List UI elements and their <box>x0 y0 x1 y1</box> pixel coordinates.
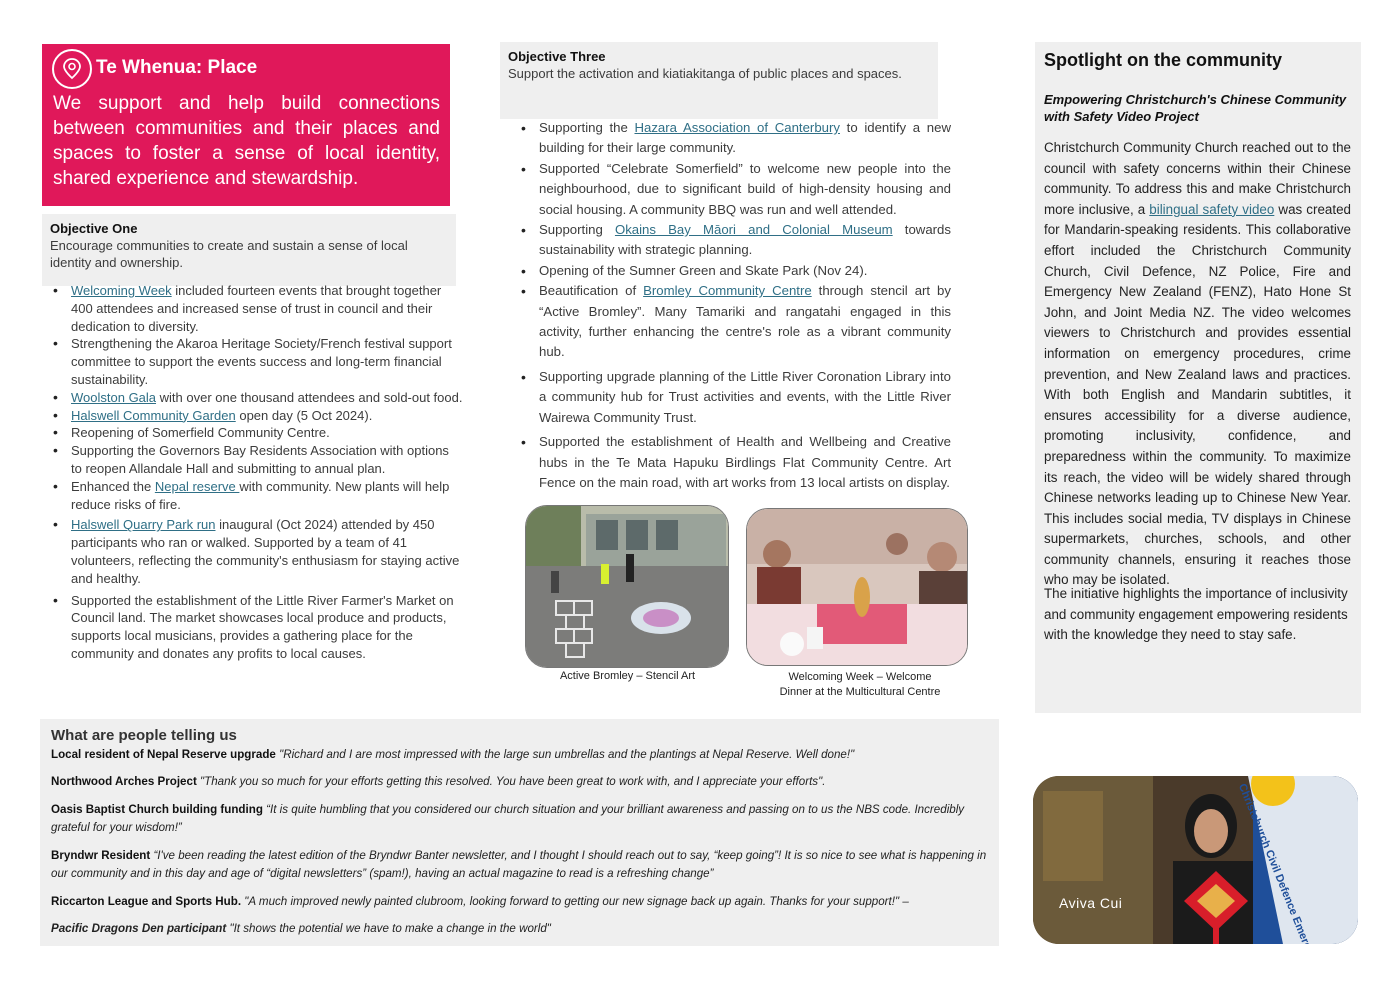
quarry-park-run-link[interactable]: Halswell Quarry Park run <box>71 517 216 533</box>
quote-item: Local resident of Nepal Reserve upgrade "Richard and I are most impressed with the large sun umbrellas and the plantings at Nepal Reserve. Well done!" <box>51 748 855 761</box>
list-item: • Enhanced the Nepal reserve with community. New plants will help reduce risks of fire. <box>51 478 463 514</box>
objective-three-list <box>519 118 951 493</box>
okains-bay-museum-link[interactable]: Okains Bay Māori and Colonial Museum <box>614 222 893 238</box>
quote-item: Riccarton League and Sports Hub. "A much improved newly painted clubroom, looking forward to getting our new signage back up again. Thanks for your support!" – <box>51 895 909 908</box>
halswell-garden-link[interactable]: Halswell Community Garden <box>71 407 236 423</box>
objective-one-heading: Objective One <box>50 221 138 236</box>
list-item: • Supporting the Hazara Association of Canterbury to identify a new building for their large community. <box>519 118 951 159</box>
list-item: • Strengthening the Akaroa Heritage Society/French festival support committee to support the events success and long-term financial sustainability. <box>51 335 463 388</box>
quote-item: Pacific Dragons Den participant "It shows the potential we have to make a change in the world" <box>51 922 551 935</box>
section-intro: We support and help build connections between communities and their places and spaces to foster a sense of local identity, shared experience and stewardship. <box>53 93 440 189</box>
banner-text: Christchurch Civil Defence <box>1235 782 1300 917</box>
photo-caption: Welcoming Week – Welcome Dinner at the Multicultural Centre <box>779 671 941 698</box>
list-item: • Halswell Quarry Park run inaugural (Oct 2024) attended by 450 participants who ran or walked. Supported by a team of 41 volunteers, reflecting the community's enthusiasm for staying active and healthy. <box>51 516 463 587</box>
objective-one-list <box>51 282 463 663</box>
objective-three-text: Support the activation and kiatiakitanga of public places and spaces. <box>508 66 902 81</box>
objective-three-box <box>500 42 938 119</box>
quotes-panel <box>40 719 999 946</box>
section-title: Te Whenua: Place <box>96 57 258 78</box>
list-item: • Supported the establishment of Health and Wellbeing and Creative hubs in the Te Mata Hapuku Birdlings Flat Community Centre. Art Fence on the main road, with art works from 13 local artists on display. <box>519 432 951 493</box>
stencil-art-photo <box>525 505 729 668</box>
nepal-reserve-link[interactable]: Nepal reserve <box>154 478 240 494</box>
list-item: • Supporting Okains Bay Māori and Colonial Museum towards sustainability with strategic planning. <box>519 220 951 261</box>
list-item: • Supported “Celebrate Somerfield” to welcome new people into the neighbourhood, due to significant build of high-density housing and social housing. A community BBQ was run and well attended. <box>519 159 951 220</box>
list-item: • Opening of the Sumner Green and Skate Park (Nov 24). <box>519 261 951 281</box>
list-item: • Welcoming Week included fourteen events that brought together 400 attendees and increased sense of trust in council and their dedication to diversity. <box>51 282 463 335</box>
quote-item: Northwood Arches Project "Thank you so much for your efforts getting this resolved. You have been great to work with, and I appreciate your efforts". <box>51 775 826 788</box>
quote-item: Oasis Baptist Church building funding “It is quite humbling that you considered our church situation and your brilliant awareness and passing on to us the NBS code. Incredibly grateful for your wisdom!” <box>51 803 965 834</box>
spotlight-panel <box>1035 42 1361 713</box>
objective-one-box <box>42 214 456 286</box>
quote-item: Bryndwr Resident “I've been reading the latest edition of the Bryndwr Banter newsletter, and I thought I should reach out to say, “keep going”! It is so nice to see what is happening in our community and in this day and age of “digital newsletters” (spam!), having an actual magazine to read is a refreshing change” <box>51 849 987 880</box>
bilingual-safety-video-link[interactable]: bilingual safety video <box>1149 201 1275 217</box>
hazara-association-link[interactable]: Hazara Association of Canterbury <box>634 120 840 135</box>
spotlight-paragraph: Christchurch Community Church reached out to the council with safety concerns within their Chinese community. To address this and make Christchurch more inclusive, a bilingual safety video was created for Mandarin-speaking residents. This collaborative effort included the Christchurch Community Church, Civil Defence, NZ Police, Fire and Emergency New Zealand (FENZ), Hato Hone St John, and Joint Media NZ. The video welcomes viewers to Christchurch and provides essential information on emergency procedures, crime prevention, and New Zealand laws and practices. With both English and Mandarin subtitles, it ensures accessibility for a diverse audience, promoting inclusivity, confidence, and preparedness within the community. To maximize its reach, the video will be widely shared through Chinese networks leading up to Chinese New Year. This includes social media, TV displays in Chinese supermarkets, churches, schools, and other community channels, ensuring it reaches those who may be isolated. <box>1044 140 1351 588</box>
list-item: • Supported the establishment of the Little River Farmer's Market on Council land. The market showcases local produce and products, supports local musicians, provides a gathering place for the community and donates any profits to local causes. <box>51 592 463 663</box>
bromley-centre-link[interactable]: Bromley Community Centre <box>643 283 812 299</box>
list-item: • Supporting the Governors Bay Residents Association with options to reopen Allandale Hall and submitting to annual plan. <box>51 442 463 478</box>
spotlight-subtitle: Empowering Christchurch's Chinese Community with Safety Video Project <box>1044 92 1347 124</box>
list-item: • Supporting upgrade planning of the Little River Coronation Library into a community hub for Trust activities and events, with the Little River Wairewa Community Trust. <box>519 367 951 428</box>
speaker-name: Aviva Cui <box>1059 895 1123 911</box>
objective-one-text: Encourage communities to create and sustain a sense of local identity and ownership. <box>50 238 408 270</box>
photo-caption: Active Bromley – Stencil Art <box>559 670 696 682</box>
objective-three-heading: Objective Three <box>508 49 606 64</box>
list-item: • Halswell Community Garden open day (5 Oct 2024). <box>51 407 463 425</box>
welcoming-dinner-photo <box>746 508 968 666</box>
map-pin-icon <box>52 49 92 89</box>
list-item: • Woolston Gala with over one thousand attendees and sold-out food. <box>51 389 463 407</box>
te-whenua-header-card <box>42 44 450 206</box>
list-item: • Beautification of Bromley Community Centre through stencil art by “Active Bromley”. Many Tamariki and rangatahi engaged in this activity, further enhancing the centre's role as a vibrant community hub. <box>519 281 951 363</box>
welcoming-week-link[interactable]: Welcoming Week <box>71 283 172 298</box>
list-item: • Reopening of Somerfield Community Centre. <box>51 424 463 442</box>
safety-video-still[interactable] <box>1033 776 1358 944</box>
quotes-heading: What are people telling us <box>51 727 237 744</box>
woolston-gala-link[interactable]: Woolston Gala <box>71 389 157 405</box>
spotlight-paragraph: The initiative highlights the importance of inclusivity and community engagement empowering residents with the knowledge they need to stay safe. <box>1044 586 1348 643</box>
spotlight-title: Spotlight on the community <box>1044 50 1282 70</box>
